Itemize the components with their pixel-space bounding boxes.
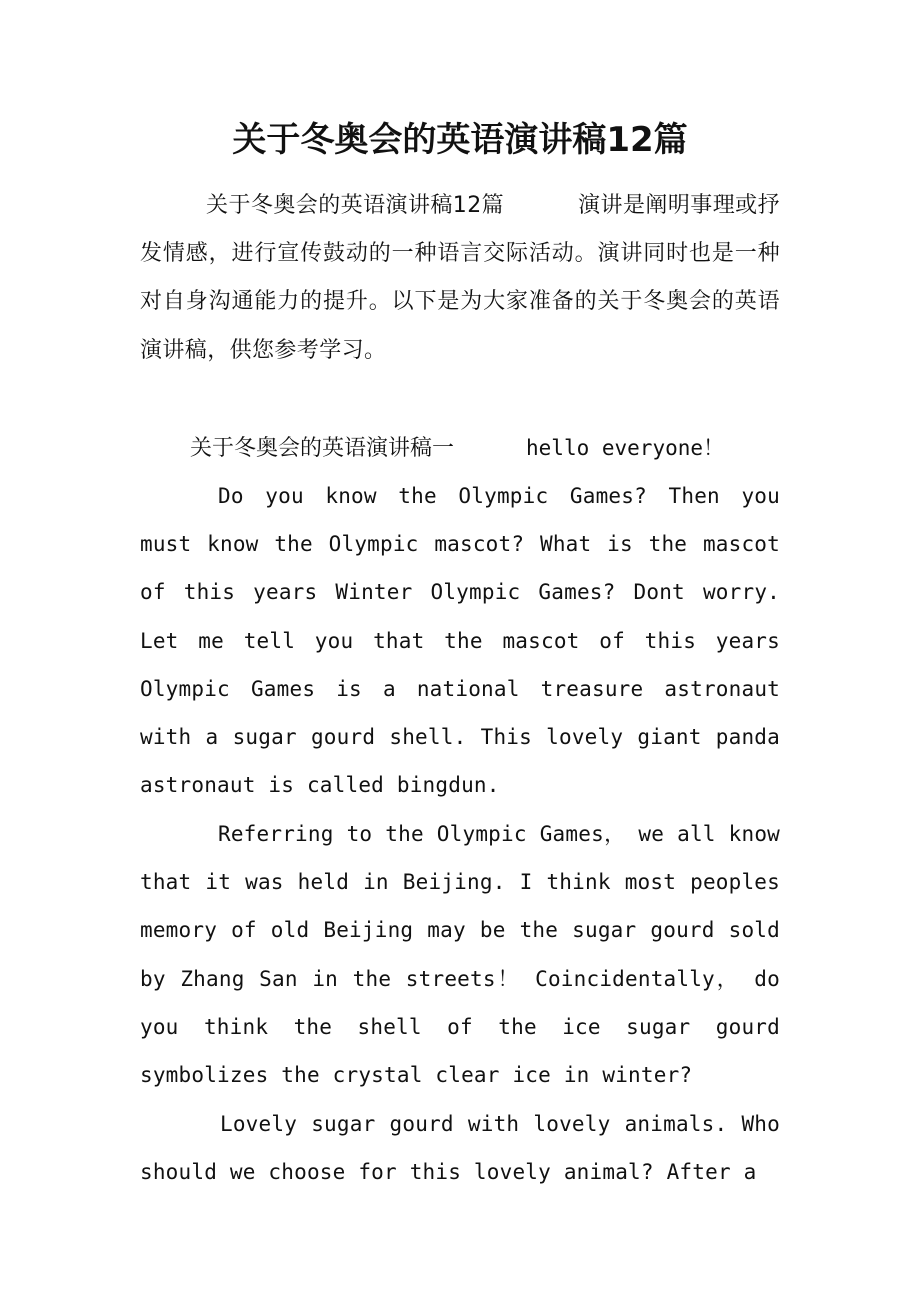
intro-text: 演讲是阐明事理或抒发情感，进行宣传鼓动的一种语言交际活动。演讲同时也是一种对自身沟通能力的提升。以下是为大家准备的关于冬奥会的英语演讲稿，供您参考学习。 bbox=[140, 193, 780, 363]
paragraph-text: Do you know the Olympic Games? Then you must know the Olympic mascot? What is the mascot of this years Winter Olympic Games? Dont worry. Let me tell you that the mascot of this years Olympic Games is a national treasure astronaut with a sugar gourd shell. This lovely giant panda astronaut is called bingdun. bbox=[140, 484, 780, 798]
greeting-text: hello everyone！ bbox=[526, 436, 725, 460]
paragraph-text: Lovely sugar gourd with lovely animals. Who should we choose for this lovely animal? After a bbox=[140, 1112, 780, 1185]
intro-paragraph bbox=[140, 182, 780, 375]
body-paragraph-2 bbox=[140, 810, 780, 1099]
section-heading-line bbox=[190, 424, 724, 473]
document-title: 关于冬奥会的英语演讲稿12篇 bbox=[232, 120, 688, 160]
body-paragraph-1 bbox=[140, 472, 780, 809]
paragraph-text: Referring to the Olympic Games， we all know that it was held in Beijing. I think most peoples memory of old Beijing may be the sugar gourd sold by Zhang San in the streets！ Coincidentally， do you think the shell of the ice sugar gourd symbolizes the crystal clear ice in winter? bbox=[140, 822, 780, 1088]
body-paragraph-3 bbox=[140, 1100, 780, 1196]
section-heading: 关于冬奥会的英语演讲稿一 bbox=[190, 436, 455, 461]
intro-heading: 关于冬奥会的英语演讲稿12篇 bbox=[206, 193, 505, 218]
